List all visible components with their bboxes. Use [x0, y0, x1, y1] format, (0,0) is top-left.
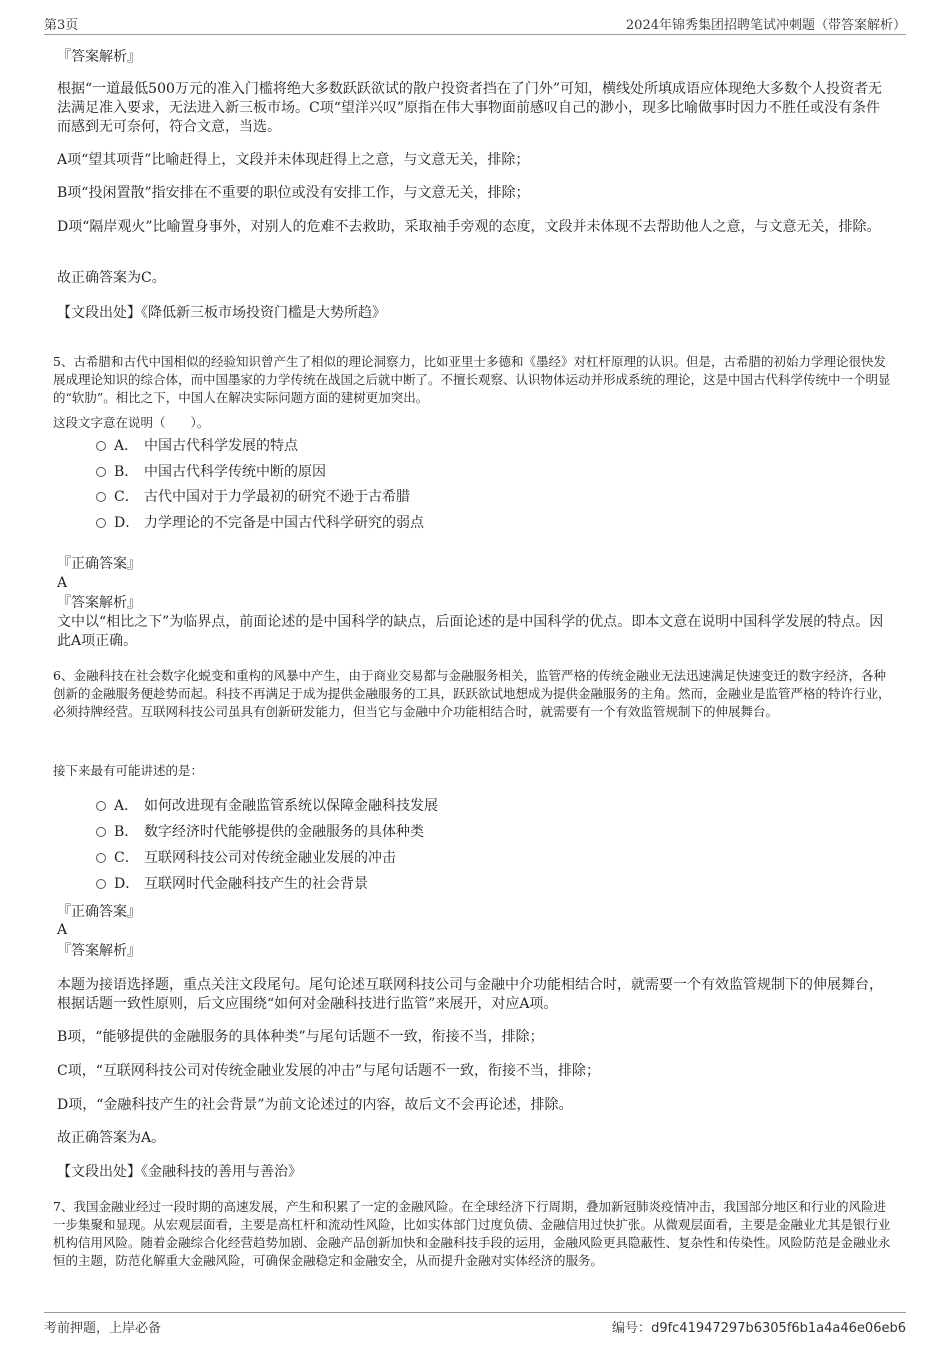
q4-analysis-para3: B项“投闲置散”指安排在不重要的职位或没有安排工作，与文意无关，排除； [57, 185, 530, 201]
q4-analysis-label: 『答案解析』 [57, 49, 141, 65]
radio-icon[interactable] [96, 441, 106, 451]
q6-option-b[interactable]: B． 数字经济时代能够提供的金融服务的具体种类 [96, 822, 424, 842]
document-code [612, 1317, 906, 1336]
code-label: 编号： [612, 1321, 652, 1336]
q4-analysis-para4: D项“隔岸观火”比喻置身事外，对别人的危难不去救助，采取袖手旁观的态度，文段并未体现不去帮助他人之意，与文意无关，排除。 [57, 219, 881, 235]
q7-stem: 7、我国金融业经过一段时期的高速发展，产生和积累了一定的金融风险。在全球经济下行周期，叠加新冠肺炎疫情冲击，我国部分地区和行业的风险进一步集聚和显现。从宏观层面看，主要是高杠杆和流动性风险，比如实体部门过度负债、金融信用过快扩张。从微观层面看，主要是金融业尤其是银行业机构信用风险。随着金融综合化经营趋势加剧、金融产品创新加快和金融科技手段的运用，金融风险更具隐蔽性、复杂性和传染性。风险防范是金融业永恒的主题，防范化解重大金融风险，可确保金融稳定和金融安全，从而提升金融对实体经济的服务。 [53, 1199, 891, 1268]
q6-analysis-para4: D项，“金融科技产生的社会背景”为前文论述过的内容，故后文不会再论述，排除。 [57, 1097, 573, 1113]
q5-analysis-label: 『答案解析』 [57, 595, 141, 611]
footer-slogan: 考前押题，上岸必备 [44, 1321, 162, 1336]
radio-icon[interactable] [96, 879, 106, 889]
q4-analysis-para2: A项“望其项背”比喻赶得上，文段并未体现赶得上之意，与文意无关，排除； [57, 152, 530, 168]
q6-analysis-para1: 本题为接语选择题，重点关注文段尾句。尾句论述互联网科技公司与金融中介功能相结合时，就需要一个有效监管规制下的伸展舞台，根据话题一致性原则，后文应围绕“如何对金融科技进行监管”来展开，对应A项。 [57, 977, 883, 1012]
q4-conclusion: 故正确答案为C。 [57, 270, 166, 286]
radio-icon[interactable] [96, 853, 106, 863]
code-value: d9fc41947297b6305f6b1a4a46e06eb6 [651, 1321, 906, 1336]
radio-icon[interactable] [96, 467, 106, 477]
q4-source: 【文段出处】《降低新三板市场投资门槛是大势所趋》 [57, 305, 386, 321]
radio-icon[interactable] [96, 492, 106, 502]
q5-option-b[interactable]: B． 中国古代科学传统中断的原因 [96, 462, 326, 482]
q6-analysis-label: 『答案解析』 [57, 943, 141, 959]
q6-conclusion: 故正确答案为A。 [57, 1130, 166, 1146]
q6-option-c[interactable]: C． 互联网科技公司对传统金融业发展的冲击 [96, 848, 396, 868]
q5-question: 这段文字意在说明（ ）。 [53, 415, 210, 430]
radio-icon[interactable] [96, 801, 106, 811]
q6-answer-label: 『正确答案』 [57, 904, 141, 920]
q6-analysis-para3: C项，“互联网科技公司对传统金融业发展的冲击”与尾句话题不一致，衔接不当，排除； [57, 1063, 601, 1079]
q6-question: 接下来最有可能讲述的是： [53, 763, 204, 778]
q6-analysis-para2: B项，“能够提供的金融服务的具体种类”与尾句话题不一致，衔接不当，排除； [57, 1029, 544, 1045]
document-title: 2024年锦秀集团招聘笔试冲刺题（带答案解析） [625, 18, 906, 33]
page-header [44, 12, 906, 35]
q5-analysis: 文中以“相比之下”为临界点，前面论述的是中国科学的缺点，后面论述的是中国科学的优点。即本文意在说明中国科学发展的特点。因此A项正确。 [57, 614, 884, 649]
q6-stem: 6、金融科技在社会数字化蜕变和重构的风暴中产生，由于商业交易都与金融服务相关，监管严格的传统金融业无法迅速满足快速变迁的数字经济，各种创新的金融服务便趁势而起。科技不再满足于成为提供金融服务的工具，跃跃欲试地想成为提供金融服务的主角。然而，金融业是监管严格的特许行业，必须持牌经营。互联网科技公司虽具有创新研发能力，但当它与金融中介功能相结合时，就需要有一个有效监管规制下的伸展舞台。 [53, 668, 891, 719]
q5-option-c[interactable]: C． 古代中国对于力学最初的研究不逊于古希腊 [96, 487, 410, 507]
q4-analysis-para1: 根据“一道最低500万元的准入门槛将绝大多数跃跃欲试的散户投资者挡在了门外”可知，横线处所填成语应体现绝大多数个人投资者无法满足准入要求，无法进入新三板市场。C项“望洋兴叹”原指在伟大事物面前感叹自己的渺小，现多比喻做事时因力不胜任或没有条件而感到无可奈何，符合文意，当选。 [57, 81, 883, 135]
q5-answer-label: 『正确答案』 [57, 556, 141, 572]
q6-source: 【文段出处】《金融科技的善用与善治》 [57, 1164, 302, 1180]
radio-icon[interactable] [96, 827, 106, 837]
q6-option-d[interactable]: D． 互联网时代金融科技产生的社会背景 [96, 874, 368, 894]
q5-answer: A [57, 575, 68, 591]
page-footer [44, 1312, 906, 1335]
q5-option-d[interactable]: D． 力学理论的不完备是中国古代科学研究的弱点 [96, 513, 424, 533]
q5-option-a[interactable]: A． 中国古代科学发展的特点 [96, 436, 298, 456]
page-number: 第3页 [44, 18, 79, 33]
q6-answer: A [57, 922, 68, 938]
q6-option-a[interactable]: A． 如何改进现有金融监管系统以保障金融科技发展 [96, 796, 438, 816]
q5-stem: 5、古希腊和古代中国相似的经验知识曾产生了相似的理论洞察力，比如亚里士多德和《墨经》对杠杆原理的认识。但是，古希腊的初始力学理论很快发展成理论知识的综合体，而中国墨家的力学传统在战国之后就中断了。不擅长观察、认识物体运动并形成系统的理论，这是中国古代科学传统中一个明显的“软肋”。相比之下，中国人在解决实际问题方面的建树更加突出。 [53, 354, 891, 405]
radio-icon[interactable] [96, 518, 106, 528]
